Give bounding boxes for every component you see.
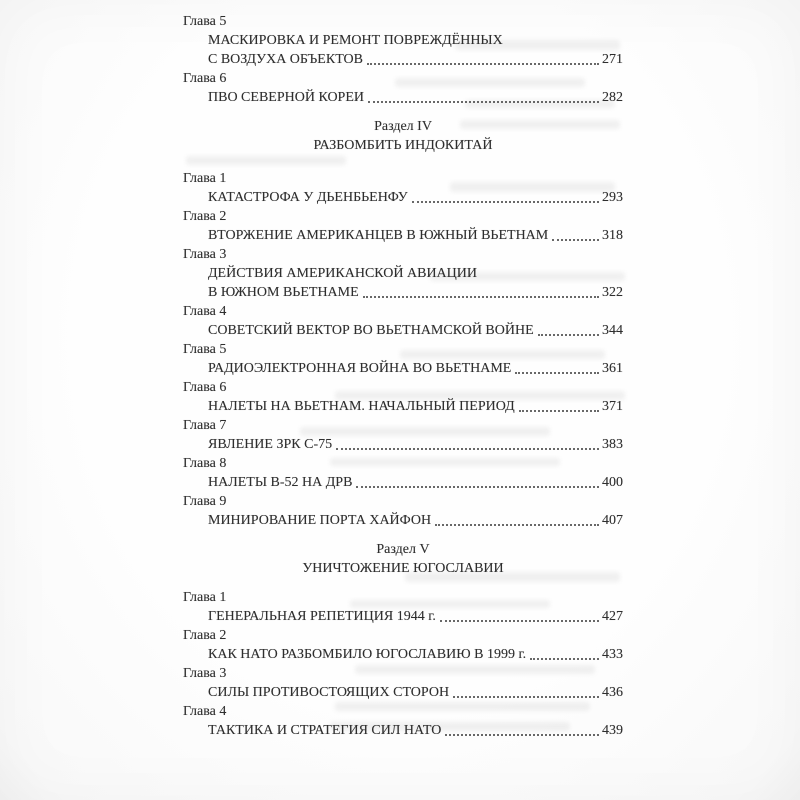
- chapter-label: Глава 9: [183, 494, 227, 509]
- chapter-title: МИНИРОВАНИЕ ПОРТА ХАЙФОН: [208, 513, 432, 528]
- chapter-label: Глава 2: [183, 628, 227, 643]
- dot-leader: [336, 448, 599, 450]
- chapter-title: ТАКТИКА И СТРАТЕГИЯ СИЛ НАТО: [208, 723, 442, 738]
- chapter-title: ДЕЙСТВИЯ АМЕРИКАНСКОЙ АВИАЦИИ: [208, 266, 478, 281]
- chapter-title-row: [183, 607, 623, 626]
- dot-leader: [538, 334, 599, 336]
- chapter-title: НАЛЕТЫ В-52 НА ДРВ: [208, 475, 353, 490]
- page-number: 282: [602, 90, 623, 105]
- chapter-title-row: [183, 321, 623, 340]
- chapter-title-row: [183, 511, 623, 530]
- dot-leader: [530, 658, 599, 660]
- chapter-label: Глава 5: [183, 14, 227, 29]
- chapter-label: Глава 2: [183, 209, 227, 224]
- chapter-title-row: [183, 397, 623, 416]
- section-header: [183, 117, 623, 155]
- dot-leader: [368, 101, 599, 103]
- chapter-title: ВТОРЖЕНИЕ АМЕРИКАНЦЕВ В ЮЖНЫЙ ВЬЕТНАМ: [208, 228, 549, 243]
- chapter-title-row: [183, 188, 623, 207]
- chapter-label: Глава 1: [183, 590, 227, 605]
- chapter-title: ЯВЛЕНИЕ ЗРК С-75: [208, 437, 333, 452]
- dot-leader: [552, 239, 599, 241]
- chapter-title-row: [183, 283, 623, 302]
- chapter-label: Глава 1: [183, 171, 227, 186]
- page-number: 407: [602, 513, 623, 528]
- chapter-label: Глава 4: [183, 304, 227, 319]
- page-number: 427: [602, 609, 623, 624]
- page-number: 271: [602, 52, 623, 67]
- section-title: УНИЧТОЖЕНИЕ ЮГОСЛАВИИ: [302, 561, 504, 576]
- page-number: 318: [602, 228, 623, 243]
- chapter-label: Глава 7: [183, 418, 227, 433]
- dot-leader: [515, 372, 599, 374]
- chapter-label: Глава 3: [183, 666, 227, 681]
- chapter-title: ГЕНЕРАЛЬНАЯ РЕПЕТИЦИЯ 1944 г.: [208, 609, 436, 624]
- chapter-label: Глава 8: [183, 456, 227, 471]
- page-number: 383: [602, 437, 623, 452]
- dot-leader: [453, 696, 599, 698]
- section-header: [183, 540, 623, 578]
- page-number: 344: [602, 323, 623, 338]
- section-label: Раздел IV: [374, 119, 432, 134]
- chapter-title-row: [183, 226, 623, 245]
- page-number: 439: [602, 723, 623, 738]
- chapter-title: СОВЕТСКИЙ ВЕКТОР ВО ВЬЕТНАМСКОЙ ВОЙНЕ: [208, 323, 534, 338]
- chapter-title-row: [183, 645, 623, 664]
- page-number: 293: [602, 190, 623, 205]
- chapter-title: НАЛЕТЫ НА ВЬЕТНАМ. НАЧАЛЬНЫЙ ПЕРИОД: [208, 399, 515, 414]
- page-number: 436: [602, 685, 623, 700]
- dot-leader: [367, 63, 599, 65]
- page-number: 371: [602, 399, 623, 414]
- chapter-title: КАК НАТО РАЗБОМБИЛО ЮГОСЛАВИЮ В 1999 г.: [208, 647, 527, 662]
- chapter-label: Глава 5: [183, 342, 227, 357]
- dot-leader: [435, 524, 599, 526]
- chapter-label: Глава 4: [183, 704, 227, 719]
- chapter-title-row: [183, 359, 623, 378]
- dot-leader: [363, 296, 599, 298]
- chapter-title: В ЮЖНОМ ВЬЕТНАМЕ: [208, 285, 359, 300]
- chapter-title: РАДИОЭЛЕКТРОННАЯ ВОЙНА ВО ВЬЕТНАМЕ: [208, 361, 512, 376]
- dot-leader: [356, 486, 599, 488]
- chapter-title: ПВО СЕВЕРНОЙ КОРЕИ: [208, 90, 365, 105]
- section-title: РАЗБОМБИТЬ ИНДОКИТАЙ: [313, 138, 493, 153]
- section-label: Раздел V: [376, 542, 430, 557]
- chapter-title: КАТАСТРОФА У ДЬЕНБЬЕНФУ: [208, 190, 408, 205]
- dot-leader: [440, 620, 599, 622]
- chapter-title: С ВОЗДУХА ОБЪЕКТОВ: [208, 52, 364, 67]
- dot-leader: [445, 734, 599, 736]
- page-number: 433: [602, 647, 623, 662]
- chapter-title-row: [183, 683, 623, 702]
- chapter-label: Глава 6: [183, 380, 227, 395]
- toc-column: [183, 12, 623, 740]
- page-number: 361: [602, 361, 623, 376]
- chapter-title-row: [183, 721, 623, 740]
- chapter-label: Глава 3: [183, 247, 227, 262]
- chapter-title: СИЛЫ ПРОТИВОСТОЯЩИХ СТОРОН: [208, 685, 450, 700]
- dot-leader: [519, 410, 599, 412]
- page-number: 322: [602, 285, 623, 300]
- chapter-label: Глава 6: [183, 71, 227, 86]
- chapter-title: МАСКИРОВКА И РЕМОНТ ПОВРЕЖДЁННЫХ: [208, 33, 503, 48]
- dot-leader: [412, 201, 599, 203]
- chapter-title-row: [183, 50, 623, 69]
- chapter-title-row: [183, 473, 623, 492]
- chapter-title-row: [183, 264, 623, 283]
- chapter-title-row: [183, 88, 623, 107]
- page-number: 400: [602, 475, 623, 490]
- chapter-title-row: [183, 435, 623, 454]
- chapter-title-row: [183, 31, 623, 50]
